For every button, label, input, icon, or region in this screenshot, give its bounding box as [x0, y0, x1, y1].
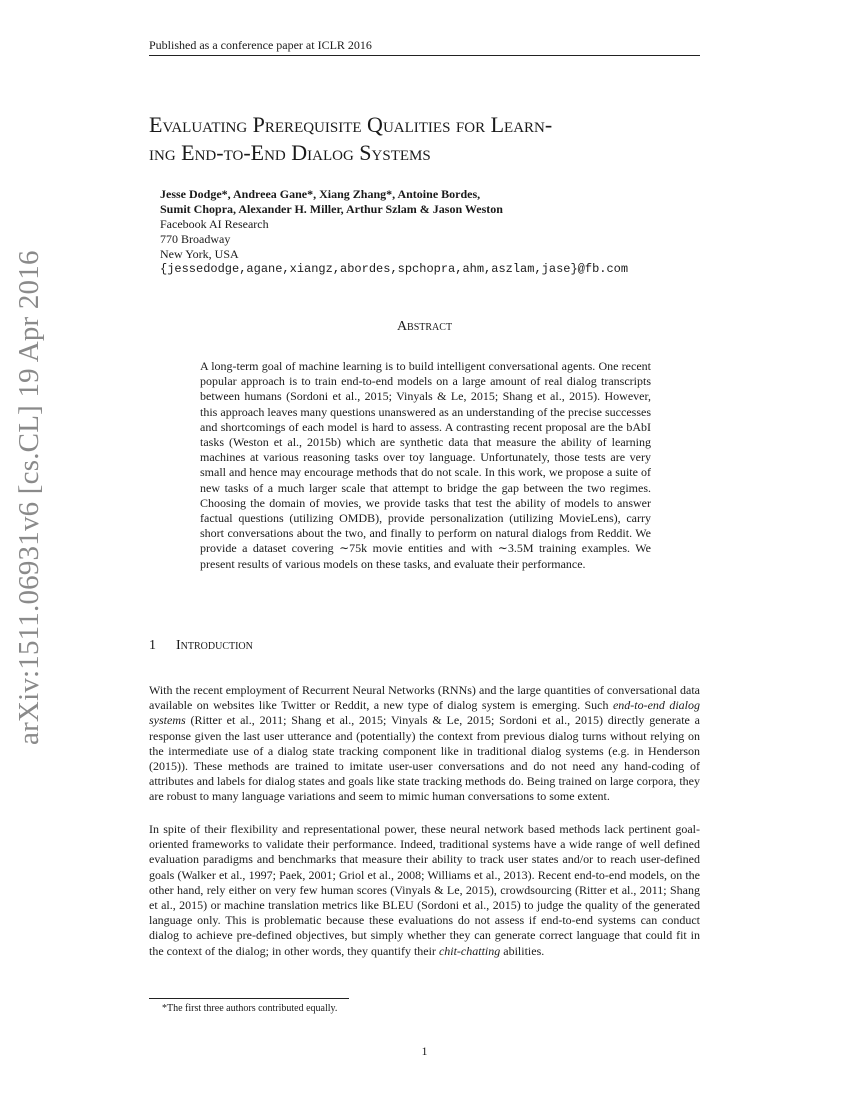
intro-paragraph-2 [149, 822, 700, 959]
running-header: Published as a conference paper at ICLR 2016 [149, 38, 700, 56]
address-line-2: New York, USA [160, 247, 239, 261]
intro-p2-text-a: In spite of their flexibility and representational power, these neural network based methods lack pertinent goal-oriented frameworks to validate their performance. Indeed, traditional systems have a wide range of well defined evaluation paradigms and benchmarks that measure their ability to track user states and/or to reach user-defined goals (Walker et al., 1997; Paek, 2001; Griol et al., 2008; Williams et al., 2013). Recent end-to-end models, on the other hand, rely either on very few human scores (Vinyals & Le, 2015), crowdsourcing (Ritter et al., 2011; Shang et al., 2015) or machine translation metrics like BLEU (Sordoni et al., 2015) to judge the quality of the generated language only. This is problematic because these evaluations do not assess if end-to-end systems can conduct dialog to achieve pre-defined objectives, but simply whether they can generate correct language that could fit in the context of the dialog; in other words, they quantify their [149, 822, 700, 958]
intro-p1-text-a: With the recent employment of Recurrent Neural Networks (RNNs) and the large quantities of conversational data available on websites like Twitter or Reddit, a new type of dialog system is emerging. Such [149, 683, 700, 713]
abstract-heading: Abstract [396, 319, 453, 334]
intro-p2-emphasis: chit-chatting [438, 943, 501, 958]
author-names-line-1: Jesse Dodge*, Andreea Gane*, Xiang Zhang*, Antoine Bordes, [160, 187, 481, 201]
abstract-text: A long-term goal of machine learning is to build intelligent conversational agents. One recent popular approach is to train end-to-end models on a large amount of real dialog transcripts between humans (Sordoni et al., 2015; Vinyals & Le, 2015; Shang et al., 2015). However, this approach leaves many questions unanswered as an understanding of the precise successes and shortcomings of each model is hard to assess. A contrasting recent proposal are the bAbI tasks (Weston et al., 2015b) which are synthetic data that measure the ability of learning machines at various reasoning tasks over toy language. Unfortunately, those tests are very small and hence may encourage methods that do not scale. In this work, we propose a suite of new tasks of a much larger scale that attempt to bridge the gap between the two regimes. Choosing the domain of movies, we provide tasks that test the ability of models to answer factual questions (utilizing OMDB), provide personalization (utilizing MovieLens), carry short conversations about the two, and finally to perform on natural dialogs from Reddit. We provide a dataset covering ∼75k movie entities and with ∼3.5M training examples. We present results of various models on these tasks, and evaluate their performance. [200, 359, 651, 571]
section-heading-introduction [149, 638, 700, 654]
footnote-rule [149, 998, 349, 999]
author-names-line-2: Sumit Chopra, Alexander H. Miller, Arthur Szlam & Jason Weston [160, 202, 503, 216]
section-number: 1 [149, 638, 156, 653]
paper-title [149, 111, 709, 167]
author-block [160, 187, 720, 277]
section-title: Introduction [176, 638, 253, 653]
intro-p1-text-b: (Ritter et al., 2011; Shang et al., 2015; Vinyals & Le, 2015; Sordoni et al., 2015) directly generate a response given the last user utterance and (potentially) the context from previous dialog turns without relying on the intermediate use of a dialog state tracking component like in traditional dialog systems (e.g. in Henderson (2015)). These methods are trained to imitate user-user conversations and do not need any hand-coding of attributes and labels for dialog states and goals like state tracking methods do. Being trained on large corpora, they are robust to many language variations and seem to mimic human conversations to some extent. [149, 713, 700, 804]
intro-p2-text-b: abilities. [500, 943, 545, 958]
footnote: *The first three authors contributed equally. [162, 1003, 338, 1014]
intro-paragraph-1 [149, 683, 700, 805]
address-line-1: 770 Broadway [160, 232, 231, 246]
intro-p1-emphasis: end-to-end dialog systems [149, 698, 700, 728]
affiliation: Facebook AI Research [160, 217, 269, 231]
title-line-2: ing End-to-End Dialog Systems [149, 140, 431, 165]
arxiv-identifier-stamp: arXiv:1511.06931v6 [cs.CL] 19 Apr 2016 [13, 250, 45, 745]
title-line-1: Evaluating Prerequisite Qualities for Learn- [149, 112, 553, 137]
author-emails: {jessedodge,agane,xiangz,abordes,spchopra,ahm,aszlam,jase}@fb.com [160, 262, 629, 276]
page-number: 1 [421, 1044, 428, 1058]
